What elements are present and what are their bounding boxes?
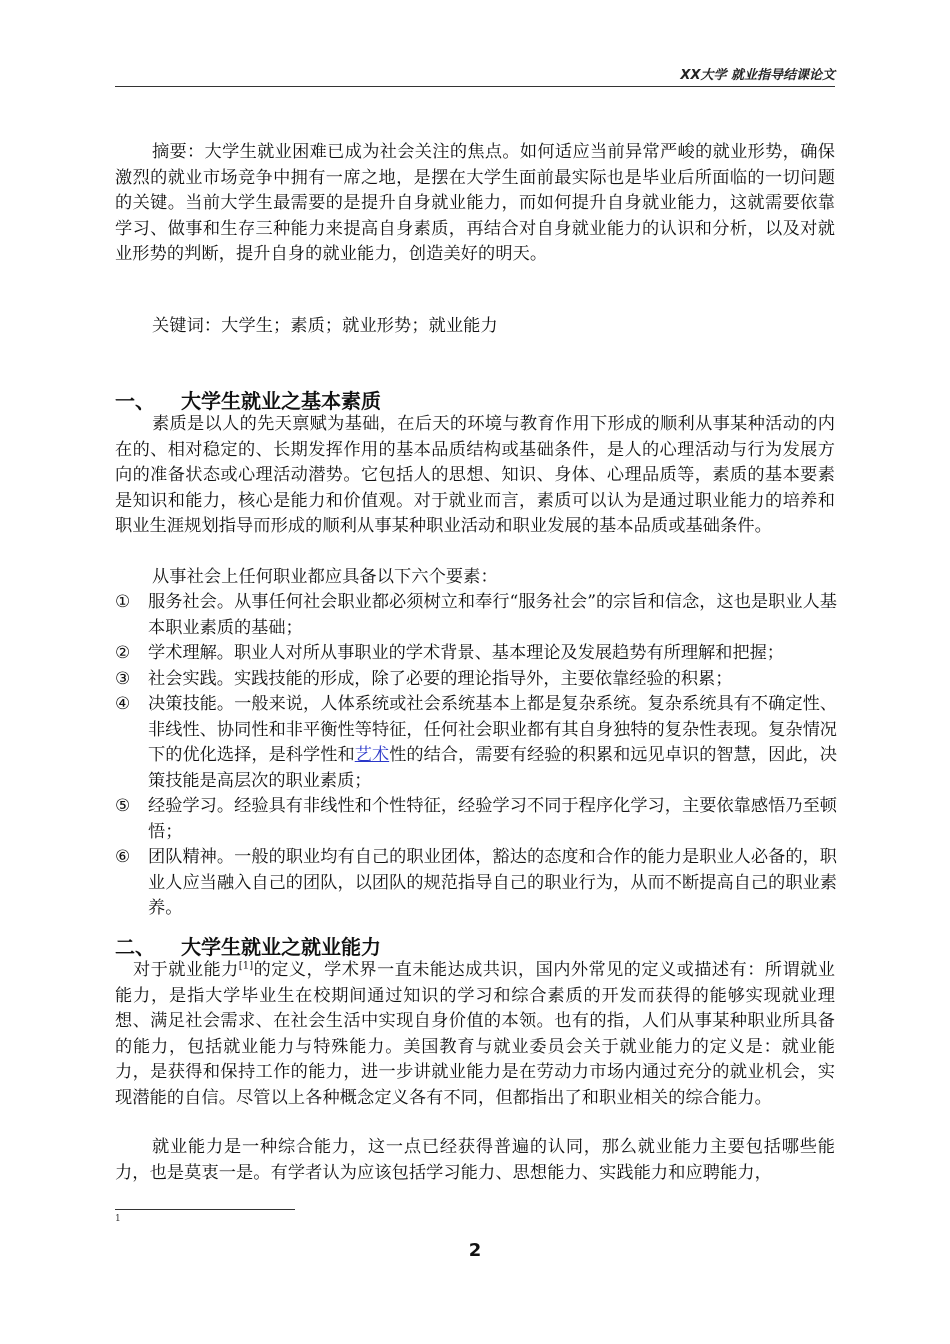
footnote-number: 1: [115, 1214, 121, 1224]
header-rule: [115, 86, 835, 87]
list-item: [115, 590, 837, 641]
section-2-title: 大学生就业之就业能力: [181, 935, 381, 959]
list-item-marker: ③: [115, 668, 131, 689]
section-2-number: 二、: [115, 935, 155, 959]
section-2-paragraph-1-start: 对于就业能力: [133, 960, 239, 980]
page-number: 2: [468, 1240, 482, 1261]
section-1-number: 一、: [115, 389, 155, 413]
list-item-text-continued: 性的结合，需要有经验的积累和远见卓识的智慧，因此，决策技能是高层次的职业素质；: [148, 745, 837, 791]
list-item: [115, 692, 837, 794]
section-2-heading: [115, 934, 381, 960]
section-1-paragraph-1: 素质是以人的先天禀赋为基础，在后天的环境与教育作用下形成的顺利从事某种活动的内在的、相对稳定的、长期发挥作用的基本品质结构或基础条件，是人的心理活动与行为发展方向的准备状态或心理活动潜势。它包括人的思想、知识、身体、心理品质等，素质的基本要素是知识和能力，核心是能力和价值观。对于就业而言，素质可以认为是通过职业能力的培养和职业生涯规划指导而形成的顺利从事某种职业活动和职业发展的基本品质或基础条件。: [115, 414, 835, 536]
section-1-heading: [115, 388, 381, 414]
section-2-paragraph-2: 就业能力是一种综合能力，这一点已经获得普遍的认同，那么就业能力主要包括哪些能力，也是莫衷一是。有学者认为应该包括学习能力、思想能力、实践能力和应聘能力，: [115, 1137, 835, 1183]
footnote-rule: [115, 1209, 295, 1210]
list-item-text: 经验学习。经验具有非线性和个性特征，经验学习不同于程序化学习，主要依靠感悟乃至顿悟；: [148, 796, 837, 842]
list-item-marker: ⑤: [115, 796, 131, 816]
section-1-title: 大学生就业之基本素质: [181, 389, 381, 413]
section-1-paragraph-2: 从事社会上任何职业都应具备以下六个要素：: [152, 567, 498, 587]
list-item-marker: ⑥: [115, 847, 131, 867]
list-item: [115, 845, 837, 922]
list-item: [115, 794, 837, 845]
list-item-marker: ②: [115, 643, 131, 663]
list-item-text: 社会实践。实践技能的形成，除了必要的理论指导外，主要依靠经验的积累；: [148, 668, 733, 689]
footnote-reference[interactable]: [1]: [238, 960, 254, 972]
section-2-paragraph-1: [115, 958, 835, 1111]
list-item-text: 学术理解。职业人对所从事职业的学术背景、基本理论及发展趋势有所理解和把握；: [148, 643, 784, 663]
list-item: [115, 667, 837, 693]
keywords-line: 关键词：大学生；素质；就业形势；就业能力: [152, 316, 498, 336]
list-item-marker: ①: [115, 592, 131, 612]
art-link[interactable]: 艺术: [354, 745, 390, 765]
section-2-paragraph-1-rest: 的定义，学术界一直未能达成共识，国内外常见的定义或描述有：所谓就业能力，是指大学毕业生在校期间通过知识的学习和综合素质的开发而获得的能够实现就业理想、满足社会需求、在社会生活中实现自身价值的本领。也有的指，人们从事某种职业所具备的能力，包括就业能力与特殊能力。美国教育与就业委员会关于就业能力的定义是：就业能力，是获得和保持工作的能力，进一步讲就业能力是在劳动力市场内通过充分的就业机会，实现潜能的自信。尽管以上各种概念定义各有不同，但都指出了和职业相关的综合能力。: [115, 960, 835, 1108]
requirements-list: [115, 590, 837, 922]
list-item: [115, 641, 837, 667]
list-item-text: 决策技能。一般来说，人体系统或社会系统基本上都是复杂系统。复杂系统具有不确定性、非线性、协同性和非平衡性等特征，任何社会职业都有其自身独特的复杂性表现。复杂情况下的优化选择，是科学性和: [148, 694, 837, 765]
abstract-paragraph: 摘要：大学生就业困难已成为社会关注的焦点。如何适应当前异常严峻的就业形势，确保激烈的就业市场竞争中拥有一席之地，是摆在大学生面前最实际也是毕业后所面临的一切问题的关键。当前大学生最需要的是提升自身就业能力，而如何提升自身就业能力，这就需要依靠学习、做事和生存三种能力来提高自身素质，再结合对自身就业能力的认识和分析，以及对就业形势的判断，提升自身的就业能力，创造美好的明天。: [115, 142, 835, 264]
running-header: XX大学 就业指导结课论文: [680, 68, 835, 83]
list-item-text: 服务社会。从事任何社会职业都必须树立和奉行“服务社会”的宗旨和信念，这也是职业人基本职业素质的基础；: [148, 592, 837, 638]
list-item-text: 团队精神。一般的职业均有自己的职业团体，豁达的态度和合作的能力是职业人必备的，职业人应当融入自己的团队，以团队的规范指导自己的职业行为，从而不断提高自己的职业素养。: [148, 847, 837, 918]
list-item-marker: ④: [115, 694, 131, 714]
